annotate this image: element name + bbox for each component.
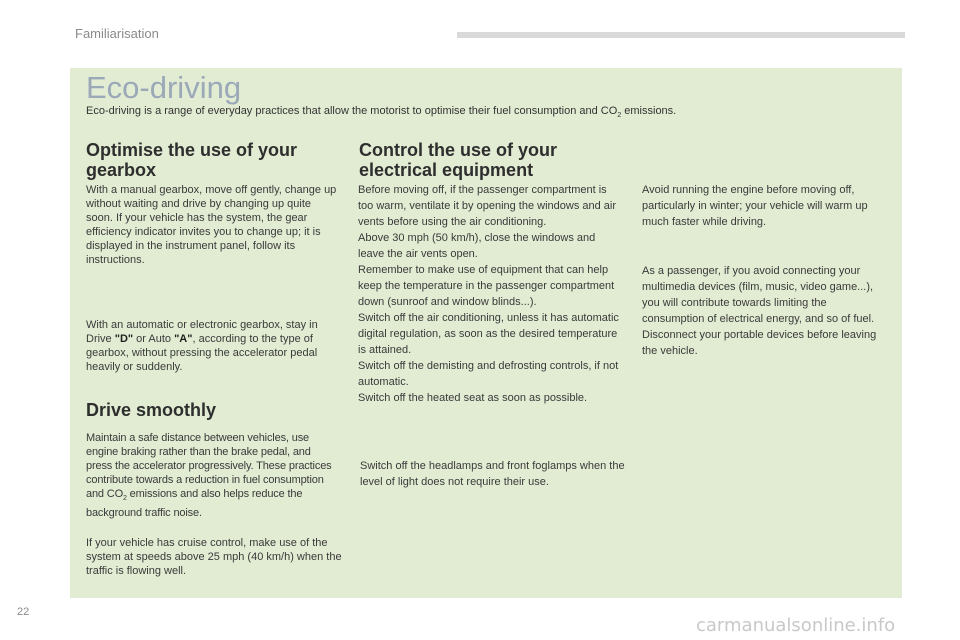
headlamps-text: Switch off the headlamps and front foglamps when the level of light does not require their use. [360, 460, 625, 488]
header-bar [457, 32, 905, 38]
drive-text: Maintain a safe distance between vehicles, use engine braking rather than the brake pedal, and press the accelerator progressively. These practices contribute towards a reduction in fuel consumption and $CO_2$ emissions and also helps reduce the background traffic noise. [86, 432, 332, 520]
gearbox-auto-text: With an automatic or electronic gearbox, stay in Drive "D" or Auto "A", according to the type of gearbox, without pressing the accelerator pedal heavily or suddenly. [86, 319, 318, 373]
page-title: Eco-driving [86, 70, 242, 105]
page-number: 22 [17, 606, 30, 618]
electrical-heading: Control the use of your electrical equipment [359, 140, 557, 180]
gearbox-heading: Optimise the use of your gearbox [86, 140, 298, 180]
cruise-text: If your vehicle has cruise control, make use of the system at speeds above 25 mph (40 km/h) when the traffic is flowing well. [86, 537, 342, 577]
gearbox-manual-text: With a manual gearbox, move off gently, change up without waiting and drive by changing up quite soon. If your vehicle has the system, the gear efficiency indicator invites you to change up; it is displayed in the instrument panel, follow its instructions. [86, 184, 337, 266]
watermark: carmanualsonline.info [696, 615, 896, 636]
idle-text: Avoid running the engine before moving off, particularly in winter; your vehicle will warm up much faster while driving. [642, 184, 868, 228]
section-label: Familiarisation [75, 26, 159, 41]
drive-heading: Drive smoothly [86, 400, 217, 420]
passenger-text: As a passenger, if you avoid connecting your multimedia devices (film, music, video game...), you will contribute towards limiting the consumption of electrical energy, and so of fuel. Disconnect your portable devices before leaving the vehicle. [642, 265, 877, 357]
electrical-text: Before moving off, if the passenger compartment is too warm, ventilate it by opening the windows and air vents before using the air conditioning. Above 30 mph (50 km/h), close the windows and leave the air vents open. Remember to make use of equipment that can help keep the temperature in the passenger compartment down (sunroof and window blinds...). Switch off the air conditioning, unless it has automatic digital regulation, as soon as the desired temperature is attained. Switch off the demisting and defrosting controls, if not automatic. Switch off the heated seat as soon as possible. [358, 184, 619, 404]
intro-text: Eco-driving is a range of everyday practices that allow the motorist to optimise their fuel consumption and $CO_2$ emissions. [86, 105, 677, 120]
